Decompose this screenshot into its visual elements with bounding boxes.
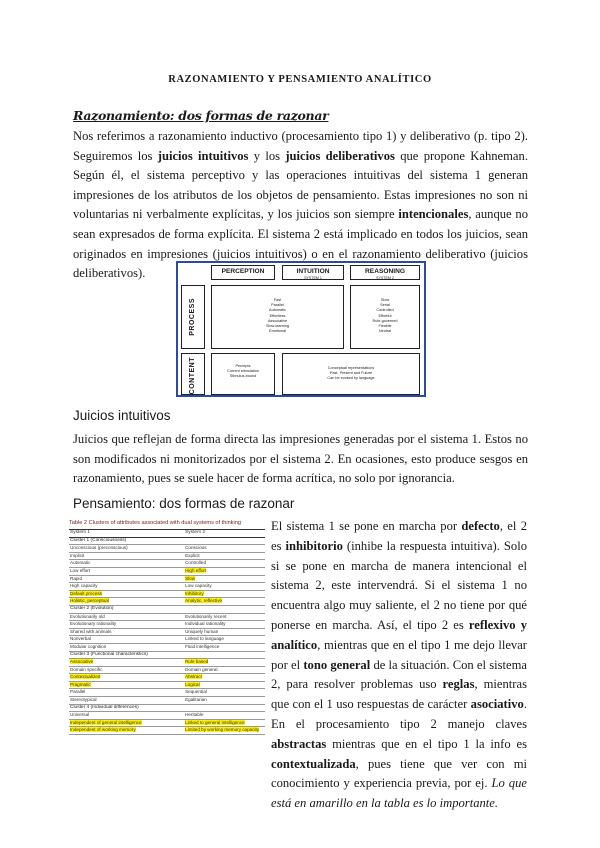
diagram-row-content: CONTENT — [181, 353, 205, 395]
table-cell-system1 — [69, 567, 163, 575]
table-cell-system1 — [69, 590, 163, 598]
diagram-process-system1-item: Fast — [273, 298, 282, 302]
table-cell-system2 — [163, 598, 265, 606]
table-row — [69, 697, 265, 705]
diagram-content-conceptual-item: Past, Present and Future — [329, 371, 373, 376]
cell-text: Automatic — [70, 560, 91, 566]
table-cell-system2 — [163, 613, 265, 621]
table-row — [69, 590, 265, 598]
table-cell-system1 — [69, 598, 163, 606]
table-cell-system2 — [163, 697, 265, 705]
diagram-process-system2-item: Neutral — [378, 329, 392, 334]
table-row — [69, 712, 265, 720]
table-cell-system2 — [163, 575, 265, 583]
table-cell-system2 — [163, 719, 265, 727]
table-cluster-label: Cluster 4 (Individual differences) — [69, 704, 265, 712]
cell-text: Linked to language — [185, 636, 224, 642]
diagram-content-conceptual-item: Can be evoked by language — [327, 376, 375, 381]
table-cell-system2 — [163, 674, 265, 682]
table-row — [69, 598, 265, 606]
diagram-process-system1-item: Slow-learning — [265, 324, 289, 329]
cell-text: Shared with animals — [70, 628, 112, 634]
table-cell-system1 — [69, 583, 163, 591]
cell-text: Stereotypical — [70, 697, 97, 703]
table-cluster-label: Cluster 2 (Evolution) — [69, 605, 265, 613]
table-cell-system2 — [163, 689, 265, 697]
diagram-process-system1-item: Emotional — [269, 329, 286, 334]
diagram-content-percepts-item: Percepts — [235, 364, 251, 368]
table-row — [69, 552, 265, 560]
table-cell-system1 — [69, 689, 163, 697]
table-cell-system2 — [163, 545, 265, 553]
diagram-content-percepts-item: Stimulus-bound — [229, 374, 257, 379]
highlighted-text: Default process — [70, 590, 102, 596]
cell-text: Domain general — [185, 666, 218, 672]
cell-text: Low capacity — [185, 583, 212, 589]
highlighted-text: Logical — [185, 681, 200, 687]
table-row — [69, 621, 265, 629]
table-row — [69, 719, 265, 727]
cell-text: Implicit — [70, 552, 85, 558]
cell-text: Low effort — [70, 567, 91, 573]
diagram-content-percepts-item: Current stimulation — [227, 369, 259, 374]
highlighted-text: Abstract — [185, 674, 202, 680]
page-title: RAZONAMIENTO Y PENSAMIENTO ANALÍTICO — [168, 74, 432, 85]
highlighted-text: Holistic, perceptual — [70, 598, 109, 604]
diagram-process-system1 — [211, 285, 344, 349]
table-cluster-row — [69, 704, 265, 712]
cell-text: Parallel — [70, 689, 86, 695]
table-row — [69, 583, 265, 591]
table-cell-system1 — [69, 628, 163, 636]
cell-text: Evolutionarily old — [70, 613, 105, 619]
cell-text: Conscious — [185, 545, 207, 551]
table-row — [69, 567, 265, 575]
cell-text: Egalitarian — [185, 697, 207, 703]
table-cell-system1 — [69, 636, 163, 644]
cell-text: Heritable — [185, 712, 204, 718]
table-cell-system1 — [69, 697, 163, 705]
diagram-process-system1-item: Effortless — [269, 313, 286, 318]
highlighted-text: Independent of working memory — [70, 727, 136, 733]
table-cell-system1 — [69, 545, 163, 553]
table-cell-system2 — [163, 552, 265, 560]
table-cell-system1 — [69, 621, 163, 629]
section-heading-razonamiento: Razonamiento: dos formas de razonar — [73, 108, 329, 123]
diagram-content-percepts — [211, 353, 275, 395]
diagram-process-system1-item: Associative — [267, 318, 288, 323]
table-header-system1: System 1 — [69, 530, 163, 538]
highlight-note: Lo que está en amarillo en la tabla es lo importante. — [271, 776, 527, 811]
table-row — [69, 628, 265, 636]
table-row — [69, 575, 265, 583]
table-cell-system1 — [69, 712, 163, 720]
dual-systems-table — [69, 520, 265, 735]
diagram-content-conceptual-item: Conceptual representations — [327, 366, 375, 370]
table-cell-system2 — [163, 659, 265, 667]
paragraph-juicios-intuitivos: Juicios que reflejan de forma directa las impresiones generadas por el sistema 1. Estos no son modificados ni monitorizados por el sistema 2. En ocasiones, esto produce sesgos en razonamiento, pues se suele hacer de forma acrítica, no solo por ignorancia. — [73, 432, 528, 486]
highlighted-text: Slow — [185, 575, 196, 581]
table-cell-system2 — [163, 621, 265, 629]
table-cell-system1 — [69, 575, 163, 583]
highlighted-text: Independent of general intelligence — [70, 719, 142, 725]
cell-text: Explicit — [185, 552, 200, 558]
table-cell-system1 — [69, 560, 163, 568]
table-cell-system1 — [69, 552, 163, 560]
cell-text: Evolutionary rationality — [70, 621, 117, 627]
table-cell-system1 — [69, 659, 163, 667]
kahneman-diagram — [176, 261, 426, 397]
diagram-content-conceptual — [282, 353, 420, 395]
table-cell-system1 — [69, 674, 163, 682]
table-cell-system2 — [163, 643, 265, 651]
diagram-process-system1-item: Automatic — [269, 308, 286, 313]
diagram-process-system2 — [350, 285, 420, 349]
diagram-header-reasoning: REASONING SYSTEM 2 — [350, 265, 420, 280]
table-row — [69, 659, 265, 667]
diagram-process-system1-item: Parallel — [271, 303, 284, 308]
highlighted-text: Limited by working memory capacity — [185, 727, 260, 733]
table-cell-system2 — [163, 583, 265, 591]
table-cell-system1 — [69, 666, 163, 674]
table-cluster-label: Cluster 3 (Functional characteristics) — [69, 651, 265, 659]
table-header-row — [69, 530, 265, 538]
cell-text: Nonverbal — [70, 636, 91, 642]
table-caption: Table 2 Clusters of attributes associated with dual systems of thinking — [69, 520, 241, 526]
cell-text: Fluid intelligence — [185, 643, 220, 649]
table-header-system2: System 2 — [163, 530, 265, 538]
section-heading-pensamiento: Pensamiento: dos formas de razonar — [73, 496, 295, 511]
highlighted-text: Contextualized — [70, 674, 101, 680]
table-cell-system2 — [163, 681, 265, 689]
table-cell-system1 — [69, 719, 163, 727]
cell-text: Unconscious (preconscious) — [70, 545, 128, 551]
table-cell-system2 — [163, 560, 265, 568]
cell-text: Evolutionarily recent — [185, 613, 227, 619]
highlighted-text: Analytic, reflective — [185, 598, 223, 604]
highlighted-text: Rule based — [185, 659, 209, 665]
table-row — [69, 666, 265, 674]
table-cell-system2 — [163, 712, 265, 720]
diagram-process-system2-item: Slow — [380, 298, 390, 302]
table-cell-system1 — [69, 727, 163, 735]
table-cluster-label: Cluster 1 (Consciousness) — [69, 537, 265, 545]
diagram-process-system2-item: Flexible — [378, 324, 392, 329]
table-cell-system2 — [163, 567, 265, 575]
highlighted-text: Associative — [70, 659, 94, 665]
diagram-process-system2-item: Serial — [380, 303, 390, 308]
diagram-header-perception: PERCEPTION — [211, 265, 275, 280]
table-cell-system2 — [163, 636, 265, 644]
cell-text: Individual rationality — [185, 621, 226, 627]
table-cluster-row — [69, 605, 265, 613]
table-row — [69, 636, 265, 644]
diagram-process-system2-item: Controlled — [376, 308, 394, 313]
cell-text: Uniquely human — [185, 628, 219, 634]
table-cell-system2 — [163, 590, 265, 598]
highlighted-text: Pragmatic — [70, 681, 91, 687]
diagram-process-system2-item: Rule-governed — [372, 318, 398, 323]
table-row — [69, 689, 265, 697]
table-cell-system1 — [69, 613, 163, 621]
diagram-process-system2-item: Effortful — [378, 313, 392, 318]
table-cluster-row — [69, 537, 265, 545]
diagram-header-intuition: INTUITION SYSTEM 1 — [282, 265, 344, 280]
cell-text: Domain specific — [70, 666, 103, 672]
cell-text: Rapid — [70, 575, 83, 581]
table-cell-system1 — [69, 681, 163, 689]
paragraph-pensamiento: El sistema 1 se pone en marcha por defecto, el 2 es inhibitorio (inhibe la respuesta intuitiva). Solo si se pone en marcha de manera intencional el sistema 2, este intervendrá. Si el sistema 1 no encuentra algo muy saliente, el 2 no tiene por qué ponerse en marcha. Así, el tipo 2 es reflexivo y analítico, mientras que en el tipo 1 me dejo llevar por el tono general de la situación. Con el sistema 2, para resolver problemas uso reglas, mientras que con el 1 uso respuestas de carácter asociativo. En el procesamiento tipo 2 manejo claves abstractas mientras que en el tipo 1 la info es contextualizada, pues tiene que ver con mi conocimiento y experiencia previa, por ej. Lo que está en amarillo en la tabla es lo importante. — [271, 519, 528, 811]
cell-text: Modular cognition — [70, 643, 107, 649]
table-row — [69, 643, 265, 651]
cell-text: Sequential — [185, 689, 207, 695]
table-row — [69, 681, 265, 689]
section-heading-juicios-intuitivos: Juicios intuitivos — [73, 408, 171, 423]
table-row — [69, 545, 265, 553]
cell-text: Universal — [70, 712, 90, 718]
highlighted-text: High effort — [185, 567, 207, 573]
table-cluster-row — [69, 651, 265, 659]
cell-text: High capacity — [70, 583, 98, 589]
paragraph-razonamiento: Nos referimos a razonamiento inductivo (procesamiento tipo 1) y deliberativo (p. tipo 2). Seguiremos los juicios intuitivos y los juicios deliberativos que propone Kahneman. Según él, el sistema perceptivo y las operaciones intuitivas del sistema 1 generan impresiones de los atributos de los objetos de pensamiento. Estas impresiones no son ni voluntarias ni verbalmente explícitas, y los juicios son siempre intencionales, aunque no sean expresados de forma explícita. El sistema 2 está implicado en todos los juicios, sean originados en impresiones (juicios intuitivos) o en el razonamiento deliberativo (juicios deliberativos). — [73, 129, 529, 281]
highlighted-text: Linked to general intelligence — [185, 719, 245, 725]
table-row — [69, 727, 265, 735]
highlighted-text: Inhibitory — [185, 590, 204, 596]
diagram-row-process: PROCESS — [181, 285, 205, 349]
table-cell-system2 — [163, 666, 265, 674]
table-row — [69, 674, 265, 682]
table-row — [69, 613, 265, 621]
table-row — [69, 560, 265, 568]
table-cell-system2 — [163, 727, 265, 735]
table-cell-system2 — [163, 628, 265, 636]
table-cell-system1 — [69, 643, 163, 651]
cell-text: Controlled — [185, 560, 207, 566]
